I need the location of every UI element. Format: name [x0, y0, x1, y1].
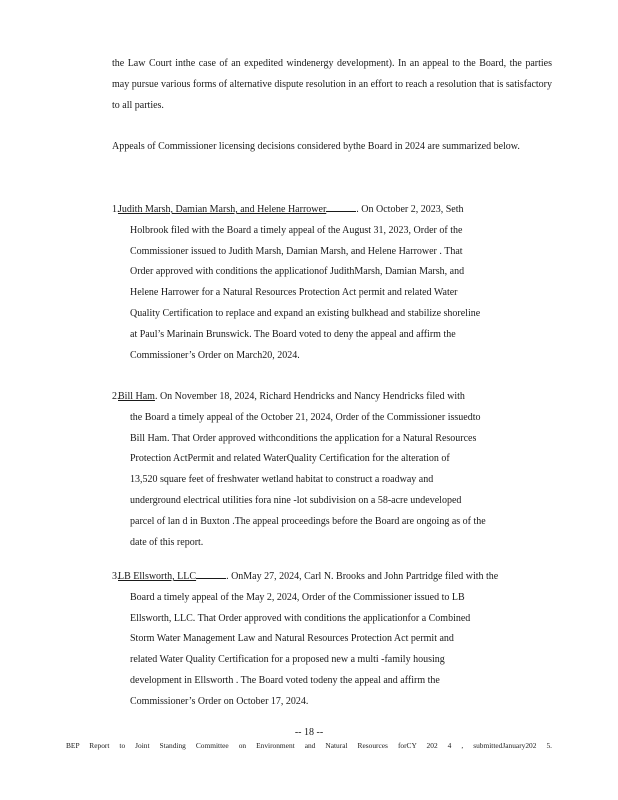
summary-line: summarized below.: [442, 141, 520, 152]
appeal-line: Helene Harrower for a Natural Resources Protection Act permit and related Water: [130, 287, 458, 299]
intro-paragraph: [112, 54, 552, 116]
appeal-first-line-text: . On October 2, 2023, Seth: [356, 204, 464, 215]
appeal-line: the Board a timely appeal of the October 21, 2024, Order of the Commissioner issuedto: [130, 411, 481, 423]
appeal-line: at Paul’s Marinain Brunswick. The Board voted to deny the appeal and affirm the: [130, 328, 456, 340]
appeal-first-line: [112, 567, 554, 588]
appeal-number: 3.: [112, 571, 120, 582]
appeal-item: [112, 387, 554, 553]
appeal-number: 1.: [112, 204, 120, 215]
appeal-line: Commissioner’s Order on October 17, 2024.: [130, 695, 309, 707]
appeal-line: 13,520 square feet of freshwater wetland habitat to construct a roadway and: [130, 474, 434, 486]
appeal-title: Bill Ham: [118, 391, 155, 402]
appeal-first-line: [112, 200, 554, 221]
appeal-line: Board a timely appeal of the May 2, 2024, Order of the Commissioner issued to LB: [130, 591, 465, 603]
appeal-first-line-text: . On November 18, 2024, Richard Hendricks and Nancy Hendricks filed with: [154, 391, 465, 402]
appeal-item: [112, 200, 554, 366]
intro-line: Board, the parties may pursue various forms of alternative dispute resolution in an effort to: [112, 58, 552, 90]
title-underline: [326, 201, 356, 212]
appeal-title: LB Ellsworth, LLC: [118, 571, 197, 582]
appeal-line: Bill Ham. That Order approved withconditions the application for a Natural Resources: [130, 432, 477, 444]
appeal-line: related Water Quality Certification for a proposed new a multi -family housing: [130, 654, 445, 666]
summary-paragraph: [112, 137, 552, 158]
appeal-line: Quality Certification to replace and expand an existing bulkhead and stabilize shoreline: [130, 307, 481, 319]
appeal-line: development in Ellsworth . The Board voted todeny the appeal and affirm the: [130, 674, 440, 686]
appeal-title: Judith Marsh, Damian Marsh, and Helene Harrower: [118, 204, 327, 215]
appeal-line: Commissioner issued to Judith Marsh, Damian Marsh, and Helene Harrower . That: [130, 245, 463, 257]
page-number: -- 18 --: [294, 727, 324, 738]
appeal-first-line-text: . OnMay 27, 2024, Carl N. Brooks and John Partridge filed with the: [226, 571, 499, 582]
appeal-line: Commissioner’s Order on March20, 2024.: [130, 349, 300, 361]
appeal-item: [112, 567, 554, 713]
appeal-first-line: [112, 387, 554, 408]
appeal-line: date of this report.: [130, 536, 204, 548]
page-footer: BEP Report to Joint Standing Committee on Environment and Natural Resources forCY 202 4 , submittedJanuary202 5.: [66, 741, 552, 750]
appeal-line: Order approved with conditions the applicationof JudithMarsh, Damian Marsh, and: [130, 266, 465, 278]
appeal-line: Protection ActPermit and related WaterQuality Certification for the alteration of: [130, 453, 450, 465]
appeal-number: 2.: [112, 391, 120, 402]
appeal-line: underground electrical utilities fora nine -lot subdivision on a 58-acre undeveloped: [130, 494, 462, 506]
title-underline: [196, 568, 226, 579]
intro-line: the Law Court inthe case of an expedited windenergy development). In an appeal to the: [112, 58, 476, 69]
intro-line: reach a resolution that is satisfactory to all parties.: [112, 78, 553, 111]
appeal-line: Ellsworth, LLC. That Order approved with conditions the applicationfor a Combined: [130, 612, 471, 624]
summary-line: Appeals of Commissioner licensing decisions considered bythe Board in 2024 are: [112, 141, 440, 152]
appeal-line: parcel of lan d in Buxton .The appeal proceedings before the Board are ongoing as of the: [130, 515, 486, 527]
appeal-line: Storm Water Management Law and Natural Resources Protection Act permit and: [130, 633, 454, 645]
appeal-line: Holbrook filed with the Board a timely appeal of the August 31, 2023, Order of the: [130, 224, 463, 236]
